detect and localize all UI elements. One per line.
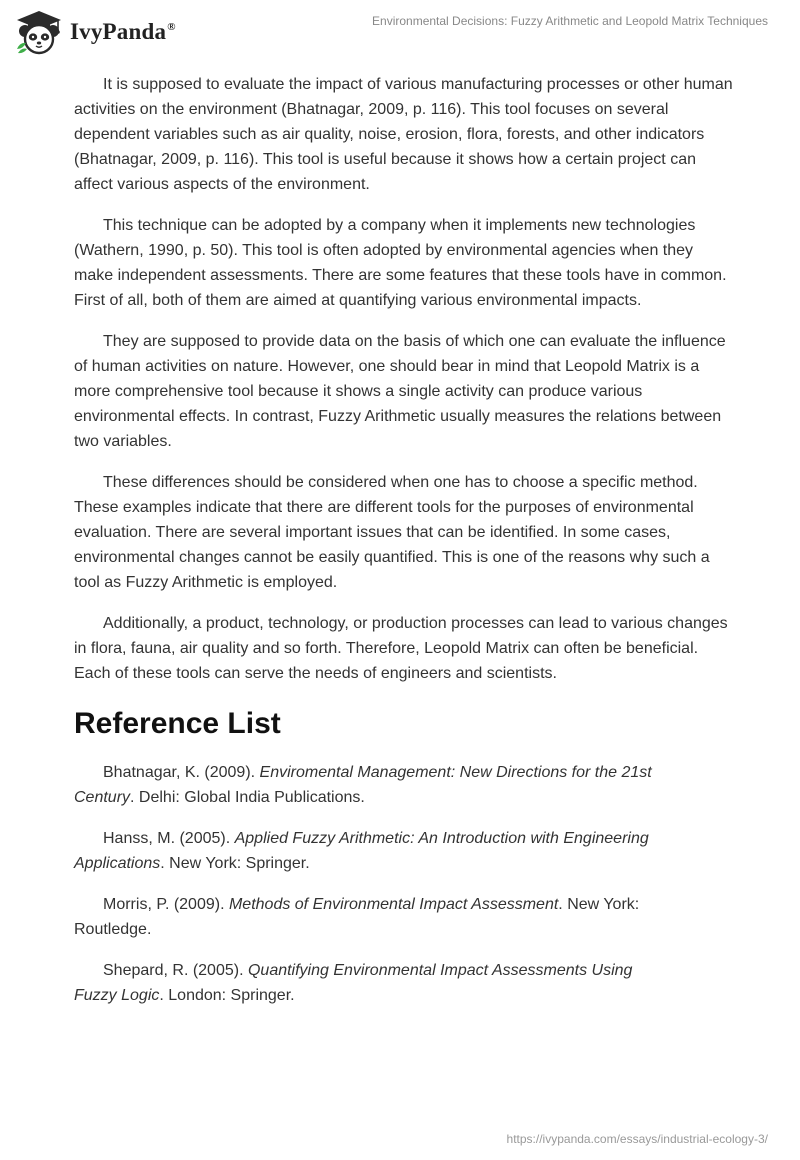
logo-wordmark: IvyPanda xyxy=(70,19,167,44)
reference-item xyxy=(74,892,664,942)
paragraph: This technique can be adopted by a company when it implements new technologies (Wathern, 1990, p. 50). This tool is often adopted by environmental agencies when they make independent assessments. There are some features that these tools have in common. First of all, both of them are aimed at quantifying various environmental impacts. xyxy=(74,217,727,309)
site-logo[interactable] xyxy=(14,10,176,54)
running-title: Environmental Decisions: Fuzzy Arithmetic and Leopold Matrix Techniques xyxy=(372,14,768,28)
essay-body xyxy=(74,72,734,1024)
reference-item xyxy=(74,958,664,1008)
reference-publisher: . London: Springer. xyxy=(159,987,295,1004)
panda-graduate-icon xyxy=(14,9,64,55)
paragraph: They are supposed to provide data on the basis of which one can evaluate the influence of human activities on nature. However, one should bear in mind that Leopold Matrix is a more comprehensive tool because it shows a single activity can produce various environmental effects. In contrast, Fuzzy Arithmetic usually measures the relations between two variables. xyxy=(74,333,726,450)
paragraph: It is supposed to evaluate the impact of various manufacturing processes or other human activities on the environment (Bhatnagar, 2009, p. 116). This tool focuses on several dependent variables such as air quality, noise, erosion, flora, forests, and other indicators (Bhatnagar, 2009, p. 116). This tool is useful because it shows how a certain project can affect various aspects of the environment. xyxy=(74,76,733,193)
reference-title: Quantifying Environmental Impact Assessments Using Fuzzy Logic xyxy=(74,962,633,1004)
source-url-link[interactable]: https://ivypanda.com/essays/industrial-ecology-3/ xyxy=(506,1132,768,1146)
reference-publisher: . Delhi: Global India Publications. xyxy=(130,789,365,806)
reference-title: Applied Fuzzy Arithmetic: An Introduction with Engineering Applications xyxy=(74,830,649,872)
paragraph: These differences should be considered when one has to choose a specific method. These examples indicate that there are different tools for the purposes of environmental evaluation. There are several important issues that can be identified. In some cases, environmental changes cannot be easily quantified. This is one of the reasons why such a tool as Fuzzy Arithmetic is employed. xyxy=(74,474,710,591)
reference-author-year: Hanss, M. (2005). xyxy=(103,830,235,847)
reference-title: Enviromental Management: New Directions for the 21st Century xyxy=(74,764,652,806)
reference-item xyxy=(74,826,664,876)
paragraph: Additionally, a product, technology, or production processes can lead to various changes in flora, fauna, air quality and so forth. Therefore, Leopold Matrix can often be beneficial. Each of these tools can serve the needs of engineers and scientists. xyxy=(74,615,728,682)
page-header xyxy=(0,0,800,62)
reference-title: Methods of Environmental Impact Assessment xyxy=(228,896,559,913)
reference-list-heading: Reference List xyxy=(74,707,281,740)
reference-author-year: Morris, P. (2009). xyxy=(103,896,229,913)
registered-mark: ® xyxy=(167,21,176,34)
reference-publisher: . New York: Routledge. xyxy=(74,896,640,938)
reference-item xyxy=(74,760,664,810)
reference-author-year: Bhatnagar, K. (2009). xyxy=(103,764,260,781)
reference-publisher: . New York: Springer. xyxy=(160,855,310,872)
reference-author-year: Shepard, R. (2005). xyxy=(103,962,248,979)
